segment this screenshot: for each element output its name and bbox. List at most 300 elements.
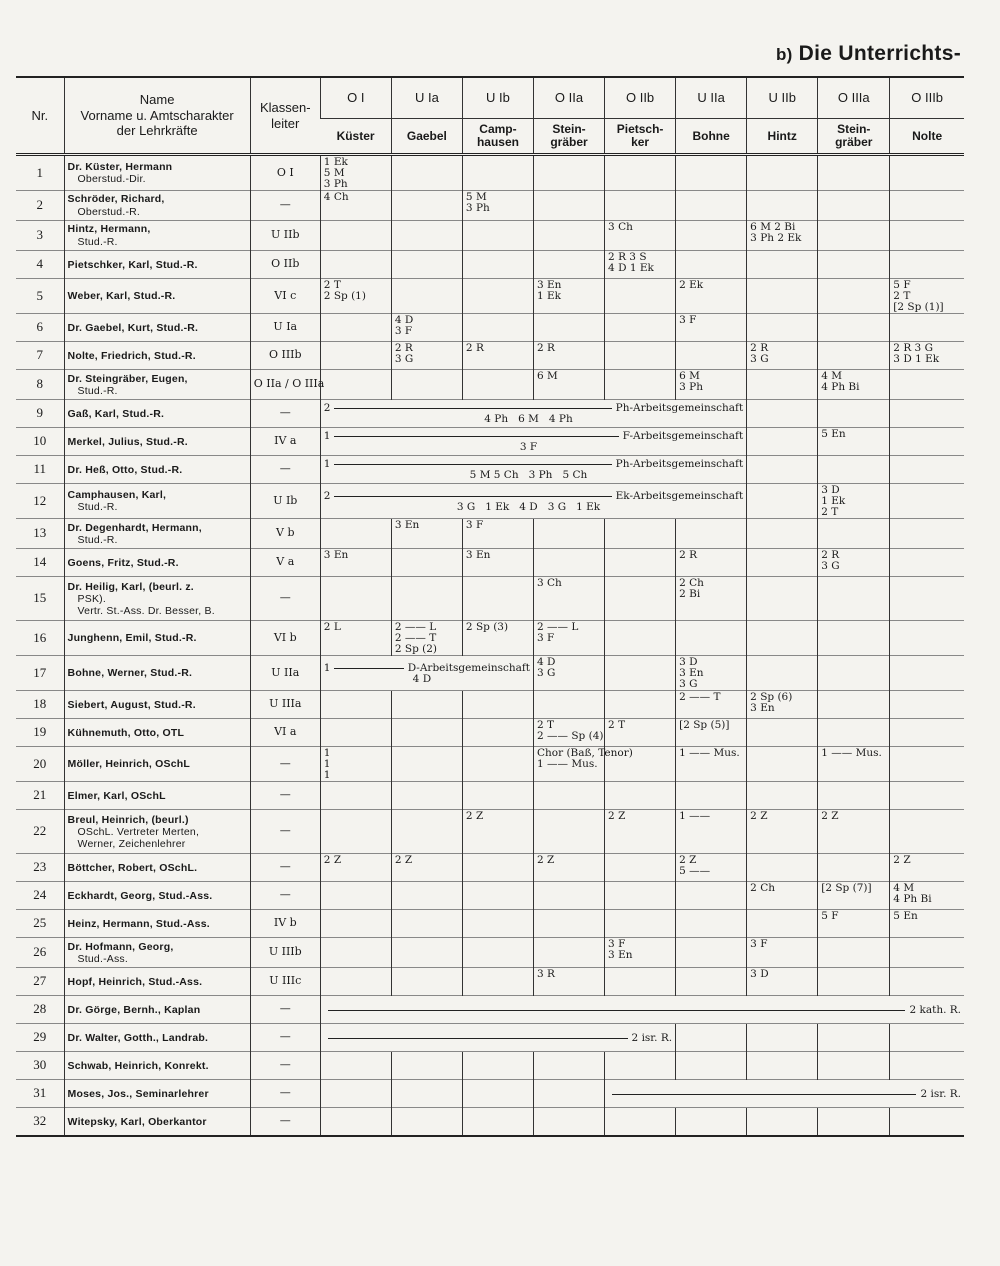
- class-teacher-header: [320, 119, 391, 155]
- teacher-name-line: Junghenn, Emil, Stud.-R.: [67, 632, 197, 645]
- lesson-cell: [605, 691, 676, 719]
- span-subject: 2 kath. R.: [909, 1003, 961, 1016]
- teacher-name: [64, 370, 250, 400]
- lesson-cell: [391, 314, 462, 342]
- lesson-entry: 3 F: [750, 938, 768, 951]
- teacher-name-line: Stud.-R.: [77, 533, 118, 546]
- lesson-cell: [890, 314, 964, 342]
- lesson-cell: [320, 155, 391, 191]
- teacher-name-line: Weber, Karl, Stud.-R.: [67, 290, 176, 303]
- teacher-name-line: Werner, Zeichenlehrer: [77, 837, 186, 850]
- row-number: 8: [16, 370, 64, 400]
- lesson-cell: [320, 1080, 391, 1108]
- row-number: 17: [16, 656, 64, 691]
- lesson-cell: [462, 938, 533, 968]
- class-leader: VI c: [250, 279, 320, 314]
- row-number: 5: [16, 279, 64, 314]
- class-header: U IIb: [747, 77, 818, 119]
- span-subject: F-Arbeitsgemeinschaft: [622, 430, 744, 443]
- lesson-cell: [818, 342, 890, 370]
- lesson-entry: 2 —— L: [394, 621, 437, 634]
- teacher-name: [64, 549, 250, 577]
- lesson-cell: [462, 882, 533, 910]
- lesson-cell: [533, 370, 604, 400]
- header-line: leiter: [271, 115, 300, 131]
- lesson-cell: [320, 221, 391, 251]
- lesson-cell: [533, 810, 604, 854]
- class-header: O IIIa: [818, 77, 890, 119]
- lesson-entry: 1 Ek: [576, 500, 601, 513]
- teacher-name: [64, 1024, 250, 1052]
- span-rule: [334, 496, 611, 497]
- lesson-cell: [747, 191, 818, 221]
- arbeitsgemeinschaft-span: [320, 400, 746, 428]
- teacher-name: [64, 782, 250, 810]
- class-leader: —: [250, 782, 320, 810]
- heading-title: Die Unterrichts-: [798, 42, 961, 65]
- lesson-cell: [320, 938, 391, 968]
- teacher-name: [64, 400, 250, 428]
- teacher-name: [64, 719, 250, 747]
- lesson-cell: [533, 191, 604, 221]
- lesson-entry: 2 Ek: [679, 279, 704, 292]
- lesson-cell: [890, 191, 964, 221]
- lesson-entry: 1: [323, 758, 331, 771]
- lesson-cell: [391, 549, 462, 577]
- teacher-name: [64, 1052, 250, 1080]
- lesson-entry: 6 M: [536, 370, 558, 383]
- lesson-entry: [2 Sp (1)]: [893, 301, 944, 314]
- lesson-cell: [676, 910, 747, 938]
- lesson-entry: 3 G: [536, 667, 556, 680]
- row-number: 2: [16, 191, 64, 221]
- teacher-name: [64, 428, 250, 456]
- lesson-entry: 2 Sp (1): [323, 290, 366, 303]
- lesson-cell: [747, 221, 818, 251]
- lesson-entry: 2 Z: [536, 854, 555, 867]
- lesson-cell: [676, 279, 747, 314]
- lesson-entry: 2 R: [679, 549, 698, 562]
- lesson-cell: [320, 279, 391, 314]
- teacher-row: [16, 155, 964, 191]
- teacher-name-line: Gaß, Karl, Stud.-R.: [67, 407, 165, 420]
- lesson-cell: [533, 1080, 604, 1108]
- row-number: 25: [16, 910, 64, 938]
- lesson-entry: 2 Z: [323, 854, 342, 867]
- teacher-row: [16, 854, 964, 882]
- lesson-cell: [391, 221, 462, 251]
- span-rule: [334, 464, 611, 465]
- lesson-entry: 5 M: [323, 167, 345, 180]
- teacher-name-line: Dr. Gaebel, Kurt, Stud.-R.: [67, 321, 199, 334]
- lesson-cell: [676, 747, 747, 782]
- lesson-cell: [533, 279, 604, 314]
- lesson-cell: [818, 191, 890, 221]
- lesson-entry: 4 Ph Bi: [821, 381, 860, 394]
- lesson-cell: [320, 370, 391, 400]
- lesson-cell: [533, 314, 604, 342]
- lesson-entry: [2 Sp (7)]: [821, 882, 872, 895]
- lesson-entry: 3 En: [536, 279, 562, 292]
- lesson-cell: [462, 1052, 533, 1080]
- lesson-cell: [890, 782, 964, 810]
- lesson-cell: [676, 938, 747, 968]
- lesson-cell: [890, 621, 964, 656]
- teacher-name-line: Möller, Heinrich, OSchL: [67, 758, 191, 771]
- lesson-entry: 6 M: [679, 370, 700, 383]
- lesson-cell: [462, 810, 533, 854]
- lesson-cell: [890, 854, 964, 882]
- lesson-cell: [320, 747, 391, 782]
- span-hours: 1: [323, 430, 331, 443]
- class-teacher-line: hausen: [476, 135, 519, 149]
- lesson-cell: [747, 747, 818, 782]
- lesson-cell: [890, 155, 964, 191]
- teacher-row: [16, 577, 964, 621]
- class-header: O IIIb: [890, 77, 964, 119]
- lesson-cell: [676, 155, 747, 191]
- span-line: [608, 1089, 961, 1100]
- row-number: 23: [16, 854, 64, 882]
- teacher-name-line: Dr. Küster, Hermann: [67, 160, 173, 173]
- lesson-cell: [676, 621, 747, 656]
- lesson-cell: [533, 719, 604, 747]
- lesson-cell: [747, 314, 818, 342]
- span-subject: Ph-Arbeitsgemeinschaft: [615, 402, 744, 415]
- lesson-cell: [818, 1024, 890, 1052]
- class-leader: VI b: [250, 621, 320, 656]
- heading-prefix: b): [776, 45, 793, 64]
- lesson-cell: [605, 519, 676, 549]
- lesson-cell: [391, 342, 462, 370]
- lesson-cell: [533, 691, 604, 719]
- class-leader: —: [250, 400, 320, 428]
- lesson-cell: [676, 1052, 747, 1080]
- lesson-cell: [391, 691, 462, 719]
- lesson-cell: [818, 938, 890, 968]
- lesson-cell: [818, 691, 890, 719]
- span-rule: [612, 1094, 916, 1095]
- lesson-entry: 4 D: [412, 672, 432, 685]
- span-subject: 2 isr. R.: [631, 1031, 673, 1044]
- lesson-entry: 3 G: [821, 560, 840, 573]
- teacher-name: [64, 810, 250, 854]
- lesson-cell: [320, 910, 391, 938]
- lesson-cell: [533, 968, 604, 996]
- teacher-name-line: Oberstud.-Dir.: [77, 173, 146, 186]
- lesson-entry: 1: [323, 747, 331, 760]
- row-number: 22: [16, 810, 64, 854]
- lesson-entry: 5 Ch: [562, 469, 588, 482]
- teacher-row: [16, 428, 964, 456]
- class-leader: —: [250, 854, 320, 882]
- lesson-cell: [890, 882, 964, 910]
- lesson-entry: 3 D: [821, 484, 840, 497]
- lesson-entry: 2 T: [323, 279, 341, 292]
- teacher-name-line: Heinz, Hermann, Stud.-Ass.: [67, 917, 210, 930]
- lesson-cell: [533, 656, 604, 691]
- lesson-entry: 3 Ph: [679, 381, 703, 394]
- header-line: Klassen-: [259, 99, 311, 115]
- teacher-name: [64, 519, 250, 549]
- lesson-cell: [818, 854, 890, 882]
- lesson-cell: [391, 910, 462, 938]
- teacher-name-line: Hopf, Heinrich, Stud.-Ass.: [67, 975, 203, 988]
- lesson-cell: [747, 719, 818, 747]
- lesson-cell: [462, 519, 533, 549]
- lesson-cell: [533, 854, 604, 882]
- lesson-entry: 3 Ph: [528, 469, 553, 482]
- teacher-name: [64, 251, 250, 279]
- teacher-name-line: Stud.-Ass.: [77, 952, 128, 965]
- class-teacher-line: Nolte: [912, 128, 943, 143]
- class-leader: —: [250, 1024, 320, 1052]
- teacher-name: [64, 314, 250, 342]
- arbeitsgemeinschaft-span: [320, 428, 746, 456]
- lesson-cell: [890, 428, 964, 456]
- lesson-entry: 1 ——: [679, 810, 711, 823]
- lesson-cell: [747, 400, 818, 428]
- teacher-name-line: Nolte, Friedrich, Stud.-R.: [67, 349, 196, 362]
- lesson-cell: [605, 854, 676, 882]
- lesson-entry: 2 L: [323, 621, 341, 634]
- lesson-cell: [320, 549, 391, 577]
- arbeitsgemeinschaft-span: [605, 1080, 964, 1108]
- lesson-cell: [890, 910, 964, 938]
- lesson-entry: 5 M: [465, 191, 487, 204]
- lesson-cell: [533, 577, 604, 621]
- lesson-cell: [605, 279, 676, 314]
- lesson-entry: 5 ——: [679, 865, 711, 878]
- lesson-cell: [747, 519, 818, 549]
- lesson-entry: 3 D: [750, 968, 769, 981]
- class-leader: U Ia: [250, 314, 320, 342]
- lesson-entry: [2 Sp (5)]: [679, 719, 730, 732]
- teacher-row: [16, 996, 964, 1024]
- row-number: 18: [16, 691, 64, 719]
- span-line: [324, 1005, 961, 1016]
- teacher-name-line: Schwab, Heinrich, Konrekt.: [67, 1059, 209, 1072]
- lesson-cell: [890, 968, 964, 996]
- lesson-cell: [818, 1052, 890, 1080]
- lesson-entry: 2 T: [536, 719, 555, 732]
- teacher-name: [64, 1108, 250, 1136]
- lesson-entry: 3 G: [679, 678, 698, 691]
- row-number: 14: [16, 549, 64, 577]
- lesson-cell: [747, 854, 818, 882]
- lesson-cell: [747, 484, 818, 519]
- teacher-row: [16, 691, 964, 719]
- lesson-cell: [605, 1108, 676, 1136]
- page-heading: [776, 42, 961, 66]
- class-teacher-header: [818, 119, 890, 155]
- teacher-name: [64, 279, 250, 314]
- teacher-row: [16, 370, 964, 400]
- teacher-row: [16, 747, 964, 782]
- lesson-cell: [533, 221, 604, 251]
- lesson-entry: 3 G: [394, 353, 414, 366]
- lesson-cell: [818, 1108, 890, 1136]
- row-number: 15: [16, 577, 64, 621]
- lesson-cell: [818, 882, 890, 910]
- row-number: 24: [16, 882, 64, 910]
- lesson-cell: [605, 938, 676, 968]
- teacher-row: [16, 549, 964, 577]
- lesson-cell: [391, 747, 462, 782]
- class-leader: O IIb: [250, 251, 320, 279]
- lesson-cell: [320, 577, 391, 621]
- lesson-cell: [747, 782, 818, 810]
- lesson-cell: [391, 938, 462, 968]
- teacher-name-line: Dr. Walter, Gotth., Landrab.: [67, 1031, 209, 1044]
- class-teacher-line: Gaebel: [406, 128, 447, 143]
- lesson-cell: [605, 191, 676, 221]
- lesson-entry: 5 En: [893, 910, 918, 923]
- lesson-cell: [890, 719, 964, 747]
- lesson-cell: [747, 428, 818, 456]
- header-klassenleiter: [250, 77, 320, 155]
- lesson-cell: [890, 691, 964, 719]
- lesson-entry: Chor (Baß, Tenor): [536, 747, 633, 760]
- lesson-cell: [320, 691, 391, 719]
- teacher-name: [64, 747, 250, 782]
- class-leader: V b: [250, 519, 320, 549]
- lesson-cell: [747, 342, 818, 370]
- row-number: 13: [16, 519, 64, 549]
- lesson-cell: [605, 621, 676, 656]
- lesson-cell: [320, 810, 391, 854]
- lesson-cell: [533, 342, 604, 370]
- lesson-entry: 2 T: [821, 506, 839, 519]
- teacher-row: [16, 910, 964, 938]
- lesson-cell: [890, 1024, 964, 1052]
- class-header: O IIa: [533, 77, 604, 119]
- lesson-entry: 1 —— Mus.: [821, 747, 882, 760]
- lesson-cell: [818, 314, 890, 342]
- lesson-cell: [391, 882, 462, 910]
- lesson-cell: [747, 810, 818, 854]
- lesson-cell: [462, 191, 533, 221]
- teacher-row: [16, 519, 964, 549]
- lesson-distribution-table: [16, 76, 964, 1139]
- row-number: 1: [16, 155, 64, 191]
- teacher-row: [16, 938, 964, 968]
- lesson-cell: [676, 191, 747, 221]
- lesson-cell: [747, 882, 818, 910]
- lesson-cell: [462, 155, 533, 191]
- row-number: 12: [16, 484, 64, 519]
- teacher-row: [16, 191, 964, 221]
- lesson-entry: 6 M: [518, 413, 539, 426]
- teacher-row: [16, 882, 964, 910]
- lesson-cell: [462, 1108, 533, 1136]
- span-rule: [334, 668, 403, 669]
- lesson-cell: [605, 577, 676, 621]
- lesson-cell: [533, 519, 604, 549]
- lesson-entry: 2 T: [893, 290, 911, 303]
- row-number: 28: [16, 996, 64, 1024]
- lesson-cell: [391, 519, 462, 549]
- header-line: Name: [139, 92, 175, 108]
- lesson-cell: [890, 400, 964, 428]
- lesson-entry: 2 Ch: [750, 882, 775, 895]
- lesson-cell: [890, 1052, 964, 1080]
- teacher-name-line: Vertr. St.-Ass. Dr. Besser, B.: [77, 604, 215, 617]
- lesson-cell: [747, 456, 818, 484]
- class-leader: O IIIb: [250, 342, 320, 370]
- lesson-cell: [676, 1108, 747, 1136]
- lesson-cell: [818, 656, 890, 691]
- lesson-cell: [747, 621, 818, 656]
- teacher-name: [64, 1080, 250, 1108]
- lesson-cell: [676, 251, 747, 279]
- teacher-name: [64, 342, 250, 370]
- table-body: [16, 155, 964, 1136]
- lesson-cell: [747, 910, 818, 938]
- class-leader: —: [250, 191, 320, 221]
- lesson-cell: [890, 1108, 964, 1136]
- class-leader: —: [250, 747, 320, 782]
- lesson-entry: 2 —— L: [536, 621, 579, 634]
- class-teacher-header: [676, 119, 747, 155]
- lesson-cell: [890, 279, 964, 314]
- lesson-cell: [462, 782, 533, 810]
- row-number: 4: [16, 251, 64, 279]
- teacher-row: [16, 314, 964, 342]
- class-leader: —: [250, 577, 320, 621]
- teacher-name-line: Elmer, Karl, OSchL: [67, 789, 166, 802]
- lesson-cell: [391, 577, 462, 621]
- lesson-cell: [818, 621, 890, 656]
- lesson-cell: [320, 519, 391, 549]
- teacher-row: [16, 342, 964, 370]
- lesson-cell: [818, 400, 890, 428]
- lesson-cell: [605, 910, 676, 938]
- class-teacher-header: [462, 119, 533, 155]
- lesson-entry: 2 —— T: [679, 691, 721, 704]
- teacher-name-line: Schröder, Richard,: [67, 193, 165, 206]
- lesson-cell: [605, 968, 676, 996]
- lesson-cell: [676, 782, 747, 810]
- lesson-cell: [890, 810, 964, 854]
- lesson-cell: [676, 810, 747, 854]
- lesson-entry: 3 En: [394, 519, 420, 532]
- class-leader: —: [250, 456, 320, 484]
- header-nr: Nr.: [31, 107, 49, 123]
- lesson-cell: [462, 342, 533, 370]
- lesson-cell: [676, 577, 747, 621]
- lesson-cell: [391, 1052, 462, 1080]
- lesson-cell: [462, 251, 533, 279]
- lesson-entry: 3 En: [679, 667, 704, 680]
- lesson-cell: [605, 1052, 676, 1080]
- lesson-cell: [676, 719, 747, 747]
- lesson-entry: 1: [323, 769, 331, 782]
- lesson-entry: 1 —— Mus.: [679, 747, 740, 760]
- lesson-entry: 3 Ph 2 Ek: [750, 232, 802, 245]
- lesson-entry: 3 Ch: [608, 221, 633, 234]
- lesson-cell: [462, 691, 533, 719]
- lesson-cell: [890, 370, 964, 400]
- lesson-entry: 2 R 3 G: [893, 342, 933, 355]
- lesson-entry: 3 D: [679, 656, 698, 669]
- lesson-cell: [533, 747, 633, 782]
- class-leader: —: [250, 882, 320, 910]
- span-hours: 2: [323, 489, 331, 502]
- teacher-row: [16, 1080, 964, 1108]
- lesson-cell: [890, 456, 964, 484]
- lesson-entry: 2 R: [394, 342, 413, 355]
